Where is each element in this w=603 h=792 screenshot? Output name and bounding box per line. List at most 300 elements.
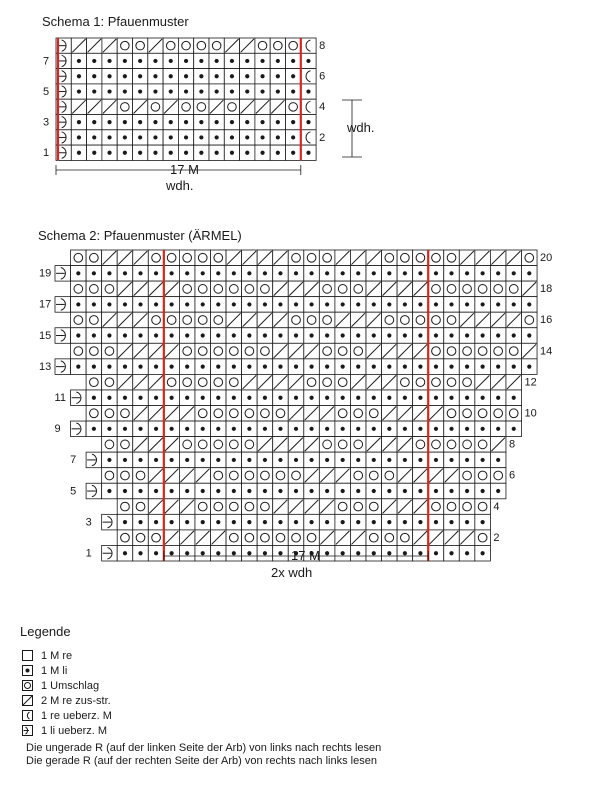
chart-cell [335, 437, 351, 453]
purl-dot [434, 333, 438, 337]
purl-dot [215, 120, 219, 124]
purl-dot [294, 365, 298, 369]
chart-cell [304, 374, 320, 390]
purl-dot [449, 551, 453, 555]
purl-dot [169, 59, 173, 63]
purl-dot [306, 89, 310, 93]
chart-cell [459, 437, 475, 453]
chart-cell [350, 437, 366, 453]
schema2-row-odd-15: 15 [39, 329, 52, 342]
purl-dot [278, 458, 282, 462]
purl-dot [325, 427, 329, 431]
purl-dot [418, 458, 422, 462]
purl-dot [107, 271, 111, 275]
chart-cell [86, 312, 102, 328]
chart-cell [304, 530, 320, 546]
purl-dot [123, 74, 127, 78]
chart-cell [102, 374, 118, 390]
purl-dot [185, 520, 189, 524]
chart-cell [133, 38, 148, 53]
chart-cell [413, 312, 429, 328]
purl-dot [107, 365, 111, 369]
purl-dot [230, 89, 234, 93]
purl-dot [512, 302, 516, 306]
purl-dot [418, 489, 422, 493]
chart-cell [242, 281, 258, 297]
chart-cell [195, 437, 211, 453]
chart-cell [335, 374, 351, 390]
schema2-row-even-20: 20 [540, 252, 553, 264]
purl-dot [372, 489, 376, 493]
chart-cell [179, 312, 195, 328]
schema1-repeat-label: wdh. [166, 178, 194, 193]
purl-dot [263, 302, 267, 306]
chart-cell [242, 437, 258, 453]
purl-dot [153, 89, 157, 93]
purl-dot [138, 365, 142, 369]
purl-dot [184, 151, 188, 155]
purl-dot [123, 151, 127, 155]
chart-cell [475, 437, 491, 453]
purl-dot [465, 302, 469, 306]
chart-cell [226, 499, 242, 515]
chart-cell [444, 406, 460, 422]
schema2-row-odd-13: 13 [39, 360, 52, 373]
purl-dot [154, 427, 158, 431]
purl-dot [291, 135, 295, 139]
chart-cell [475, 281, 491, 297]
chart-cell [257, 468, 273, 484]
chart-cell [428, 437, 444, 453]
purl-dot [123, 333, 127, 337]
purl-dot [260, 74, 264, 78]
purl-dot [512, 333, 516, 337]
purl-dot [276, 151, 280, 155]
chart-cell [195, 406, 211, 422]
purl-dot [169, 135, 173, 139]
purl-dot [138, 271, 142, 275]
purl-dot [169, 74, 173, 78]
purl-dot [247, 520, 251, 524]
purl-dot [387, 489, 391, 493]
chart-cell [288, 530, 304, 546]
chart-cell [71, 343, 87, 359]
purl-dot [291, 151, 295, 155]
purl-dot [403, 520, 407, 524]
purl-dot [309, 520, 313, 524]
purl-dot [216, 333, 220, 337]
purl-dot [325, 365, 329, 369]
purl-dot [372, 271, 376, 275]
chart-cell [335, 281, 351, 297]
purl-dot [245, 89, 249, 93]
purl-dot [216, 458, 220, 462]
schema2-row-even-12: 12 [524, 376, 537, 389]
purl-dot [123, 302, 127, 306]
purl-dot [434, 271, 438, 275]
purl-dot [201, 427, 205, 431]
purl-dot [201, 302, 205, 306]
purl-dot [481, 365, 485, 369]
chart-cell [335, 499, 351, 515]
chart-cell [179, 281, 195, 297]
chart-cell [209, 38, 224, 53]
purl-dot [263, 489, 267, 493]
purl-dot [278, 365, 282, 369]
purl-dot [309, 271, 313, 275]
purl-dot [276, 59, 280, 63]
purl-dot [434, 396, 438, 400]
schema1-title: Schema 1: Pfauenmuster [42, 14, 189, 29]
purl-dot [387, 520, 391, 524]
purl-dot [107, 333, 111, 337]
chart-cell [194, 99, 209, 114]
schema1-row-even-6: 6 [319, 70, 326, 83]
schema2-row-odd-5: 5 [70, 485, 77, 498]
purl-dot [325, 458, 329, 462]
chart-cell [117, 499, 133, 515]
purl-dot [199, 151, 203, 155]
chart-cell [148, 530, 164, 546]
purl-dot [201, 333, 205, 337]
chart-cell [304, 250, 320, 266]
chart-cell [273, 530, 289, 546]
purl-dot [278, 396, 282, 400]
chart-cell [273, 406, 289, 422]
purl-dot [232, 365, 236, 369]
schema2-title: Schema 2: Pfauenmuster (ÄRMEL) [38, 228, 242, 243]
purl-dot [123, 489, 127, 493]
chart-cell [148, 99, 163, 114]
purl-dot [92, 427, 96, 431]
chart-cell [86, 343, 102, 359]
chart-cell [179, 374, 195, 390]
purl-dot [123, 551, 127, 555]
purl-dot [387, 551, 391, 555]
purl-dot [276, 120, 280, 124]
schema1-row-odd-1: 1 [43, 147, 50, 160]
purl-dot [356, 333, 360, 337]
purl-dot [215, 135, 219, 139]
purl-dot [387, 333, 391, 337]
chart-cell [164, 312, 180, 328]
skp-knit-symbol-icon [22, 710, 33, 721]
purl-dot [449, 520, 453, 524]
purl-dot [325, 489, 329, 493]
purl-dot [201, 489, 205, 493]
purl-dot [107, 489, 111, 493]
purl-dot [263, 365, 267, 369]
chart-cell [117, 530, 133, 546]
purl-dot [247, 427, 251, 431]
purl-dot [216, 427, 220, 431]
purl-dot [356, 396, 360, 400]
purl-dot [387, 302, 391, 306]
purl-dot [138, 551, 142, 555]
purl-dot [309, 458, 313, 462]
purl-dot [123, 365, 127, 369]
schema2-row-even-18: 18 [540, 283, 553, 296]
chart-cell [257, 530, 273, 546]
purl-dot [294, 396, 298, 400]
chart-cell [428, 374, 444, 390]
purl-dot [403, 333, 407, 337]
purl-dot [387, 427, 391, 431]
purl-dot [449, 458, 453, 462]
purl-dot [76, 333, 80, 337]
purl-dot [107, 120, 111, 124]
chart-cell [459, 468, 475, 484]
purl-dot [185, 271, 189, 275]
purl-dot [170, 520, 174, 524]
chart-cell [117, 406, 133, 422]
chart-cell [350, 499, 366, 515]
purl-dot [263, 520, 267, 524]
purl-dot [512, 271, 516, 275]
schema2-row-odd-17: 17 [39, 298, 52, 311]
schema1-row-even-4: 4 [319, 101, 326, 114]
schema2-row-odd-9: 9 [54, 423, 61, 436]
purl-dot [465, 396, 469, 400]
chart-cell [506, 281, 522, 297]
purl-dot [260, 151, 264, 155]
chart-cell [242, 499, 258, 515]
chart-cell [304, 312, 320, 328]
purl-dot [291, 89, 295, 93]
chart-cell [475, 499, 491, 515]
purl-dot [247, 271, 251, 275]
chart-cell [286, 38, 301, 53]
purl-dot [309, 302, 313, 306]
purl-dot [372, 302, 376, 306]
purl-dot [372, 365, 376, 369]
purl-dot [387, 365, 391, 369]
legend-item-skp-purl: 1 li ueberz. M [22, 723, 381, 738]
purl-dot [306, 151, 310, 155]
purl-dot [185, 427, 189, 431]
chart-cell [459, 374, 475, 390]
purl-dot [356, 489, 360, 493]
purl-dot [138, 120, 142, 124]
purl-dot [496, 458, 500, 462]
purl-dot [201, 365, 205, 369]
purl-dot [216, 520, 220, 524]
purl-dot [387, 271, 391, 275]
chart-cell [270, 38, 285, 53]
purl-dot [481, 271, 485, 275]
purl-dot [372, 427, 376, 431]
chart-cell [194, 38, 209, 53]
purl-dot [294, 489, 298, 493]
chart-cell [522, 250, 538, 266]
chart-cell [178, 38, 193, 53]
purl-dot [92, 396, 96, 400]
schema2-row-even-8: 8 [508, 438, 516, 451]
purl-dot [123, 458, 127, 462]
chart-cell [397, 530, 413, 546]
chart-cell [459, 406, 475, 422]
purl-dot [449, 489, 453, 493]
purl-dot [107, 151, 111, 155]
chart-cell [366, 530, 382, 546]
chart-cell [428, 343, 444, 359]
purl-dot [496, 489, 500, 493]
chart-cell [117, 468, 133, 484]
purl-dot [527, 271, 531, 275]
purl-dot [215, 151, 219, 155]
yarn-over-symbol-icon [22, 680, 33, 691]
purl-dot [434, 489, 438, 493]
reading-note-even: Die gerade R (auf der rechten Seite der Arb) von rechts nach links lesen [26, 755, 377, 767]
purl-dot [199, 120, 203, 124]
purl-dot [356, 551, 360, 555]
legend-item-knit: 1 M re [22, 648, 381, 663]
chart-cell [117, 99, 132, 114]
purl-dot [230, 151, 234, 155]
schema2-row-odd-11: 11 [54, 391, 66, 404]
purl-dot [325, 396, 329, 400]
chart-cell [86, 374, 102, 390]
purl-dot [247, 396, 251, 400]
purl-dot [372, 458, 376, 462]
purl-dot [184, 74, 188, 78]
chart-cell [319, 374, 335, 390]
purl-dot [309, 333, 313, 337]
schema2-repeat-label: 2x wdh [271, 565, 313, 580]
chart-cell [490, 406, 506, 422]
purl-dot [77, 151, 81, 155]
purl-dot [247, 551, 251, 555]
chart-cell [71, 312, 87, 328]
purl-dot [263, 396, 267, 400]
chart-cell [148, 250, 164, 266]
purl-dot [496, 271, 500, 275]
purl-dot [449, 271, 453, 275]
purl-dot [481, 489, 485, 493]
chart-cell [475, 343, 491, 359]
purl-dot [184, 120, 188, 124]
chart-cell [319, 437, 335, 453]
purl-dot [216, 396, 220, 400]
purl-dot [278, 271, 282, 275]
schema1-grid [56, 38, 362, 175]
chart-cell [428, 281, 444, 297]
purl-dot [294, 520, 298, 524]
purl-dot [169, 89, 173, 93]
purl-dot [184, 89, 188, 93]
purl-dot [216, 271, 220, 275]
purl-dot [418, 333, 422, 337]
purl-dot [465, 520, 469, 524]
chart-cell [179, 250, 195, 266]
purl-dot [185, 302, 189, 306]
chart-cell [506, 406, 522, 422]
purl-dot [291, 59, 295, 63]
chart-cell [397, 374, 413, 390]
chart-cell [350, 406, 366, 422]
chart-cell [335, 343, 351, 359]
purl-dot [154, 520, 158, 524]
purl-dot [154, 365, 158, 369]
purl-dot [418, 396, 422, 400]
chart-cell [211, 312, 227, 328]
purl-dot [170, 271, 174, 275]
purl-dot [170, 333, 174, 337]
chart-cell [224, 99, 239, 114]
purl-dot [263, 333, 267, 337]
purl-dot [341, 520, 345, 524]
chart-cell [522, 312, 538, 328]
chart-cell [397, 250, 413, 266]
chart-cell [211, 406, 227, 422]
purl-dot [449, 365, 453, 369]
purl-dot [291, 120, 295, 124]
purl-dot [372, 396, 376, 400]
purl-dot [77, 135, 81, 139]
purl-dot [232, 458, 236, 462]
purl-dot [418, 551, 422, 555]
purl-dot [294, 302, 298, 306]
purl-dot [247, 365, 251, 369]
chart-cell [211, 499, 227, 515]
purl-dot [481, 396, 485, 400]
purl-dot [418, 302, 422, 306]
legend-item-skp-knit: 1 re ueberz. M [22, 708, 381, 723]
chart-cell [86, 281, 102, 297]
purl-dot [77, 59, 81, 63]
purl-dot [263, 551, 267, 555]
purl-dot [153, 59, 157, 63]
purl-dot [278, 302, 282, 306]
purl-dot [232, 520, 236, 524]
reading-note-odd: Die ungerade R (auf der linken Seite der Arb) von links nach rechts lesen [26, 742, 382, 754]
chart-cell [242, 530, 258, 546]
schema2-row-even-14: 14 [540, 345, 553, 358]
purl-dot [512, 365, 516, 369]
purl-dot [138, 520, 142, 524]
purl-dot [325, 271, 329, 275]
purl-dot [418, 427, 422, 431]
purl-dot [199, 74, 203, 78]
purl-dot [107, 396, 111, 400]
purl-dot [481, 551, 485, 555]
chart-cell [102, 468, 118, 484]
purl-dot [496, 333, 500, 337]
purl-dot [232, 302, 236, 306]
purl-dot [247, 333, 251, 337]
purl-dot [356, 427, 360, 431]
purl-dot [387, 396, 391, 400]
purl-dot [216, 302, 220, 306]
purl-dot [263, 427, 267, 431]
purl-dot [107, 458, 111, 462]
legend-item-k2tog: 2 M re zus-str. [22, 693, 381, 708]
chart-cell [242, 468, 258, 484]
purl-dot [92, 151, 96, 155]
purl-dot [154, 271, 158, 275]
purl-dot [325, 302, 329, 306]
purl-dot [496, 427, 500, 431]
purl-dot [291, 74, 295, 78]
purl-dot [403, 489, 407, 493]
purl-dot [372, 551, 376, 555]
purl-dot [230, 59, 234, 63]
purl-dot [153, 151, 157, 155]
purl-dot [216, 489, 220, 493]
chart-cell [163, 38, 178, 53]
purl-dot [527, 333, 531, 337]
chart-cell [257, 281, 273, 297]
